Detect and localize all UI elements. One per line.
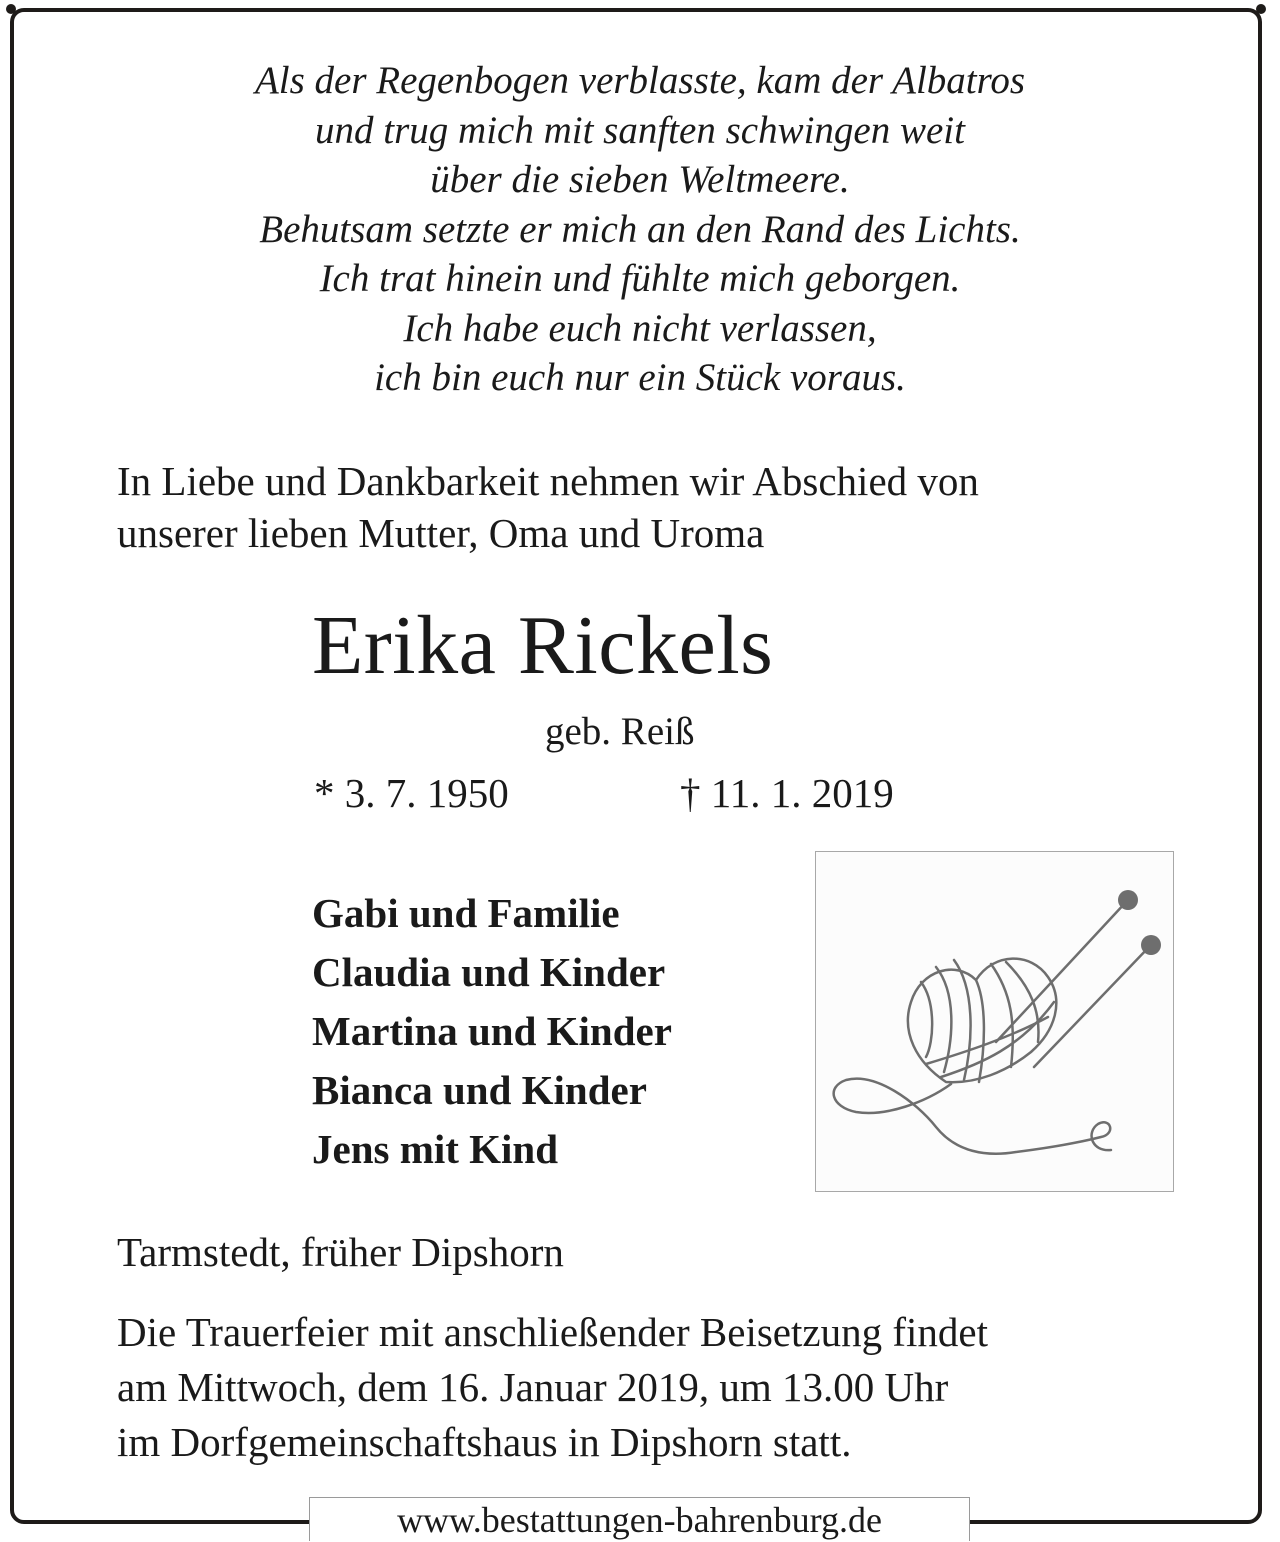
yarn-heart-image: [815, 851, 1174, 1192]
frame-corner-top-right: [1256, 4, 1266, 14]
mourners-list: [312, 884, 672, 1179]
poem-line: Ich trat hinein und fühlte mich geborgen.: [319, 257, 961, 300]
frame-corner-top-left: [6, 4, 16, 14]
birth-date: * 3. 7. 1950: [314, 770, 509, 816]
death-date: † 11. 1. 2019: [680, 770, 894, 816]
poem-line: Als der Regenbogen verblasste, kam der Albatros: [254, 59, 1026, 102]
poem-line: ich bin euch nur ein Stück voraus.: [374, 356, 906, 399]
location-text: Tarmstedt, früher Dipshorn: [117, 1229, 564, 1275]
mourner-item: Martina und Kinder: [312, 1008, 672, 1054]
yarn-heart-knitting-needles-icon: [816, 852, 1175, 1193]
poem-line: Behutsam setzte er mich an den Rand des Lichts.: [259, 207, 1021, 251]
poem-line: und trug mich mit sanften schwingen weit: [315, 108, 965, 152]
mourner-item: Bianca und Kinder: [312, 1067, 647, 1113]
deceased-name: Erika Rickels: [312, 599, 774, 692]
service-text: [117, 1305, 988, 1470]
maiden-name: geb. Reiß: [545, 710, 695, 753]
service-line: Die Trauerfeier mit anschließender Beisetzung findet: [117, 1309, 988, 1355]
mourner-item: Claudia und Kinder: [312, 949, 666, 995]
poem-line: über die sieben Weltmeere.: [430, 158, 850, 201]
mourner-item: Gabi und Familie: [312, 890, 620, 936]
service-line: am Mittwoch, dem 16. Januar 2019, um 13.00 Uhr: [117, 1364, 949, 1410]
service-line: im Dorfgemeinschaftshaus in Dipshorn statt.: [117, 1419, 852, 1465]
intro-text: [117, 455, 979, 559]
mourner-item: Jens mit Kind: [312, 1126, 559, 1172]
intro-line: unserer lieben Mutter, Oma und Uroma: [117, 510, 765, 556]
poem: [0, 56, 1280, 403]
intro-line: In Liebe und Dankbarkeit nehmen wir Abschied von: [117, 458, 979, 504]
poem-line: Ich habe euch nicht verlassen,: [403, 306, 877, 350]
website-link[interactable]: www.bestattungen-bahrenburg.de: [309, 1497, 970, 1541]
